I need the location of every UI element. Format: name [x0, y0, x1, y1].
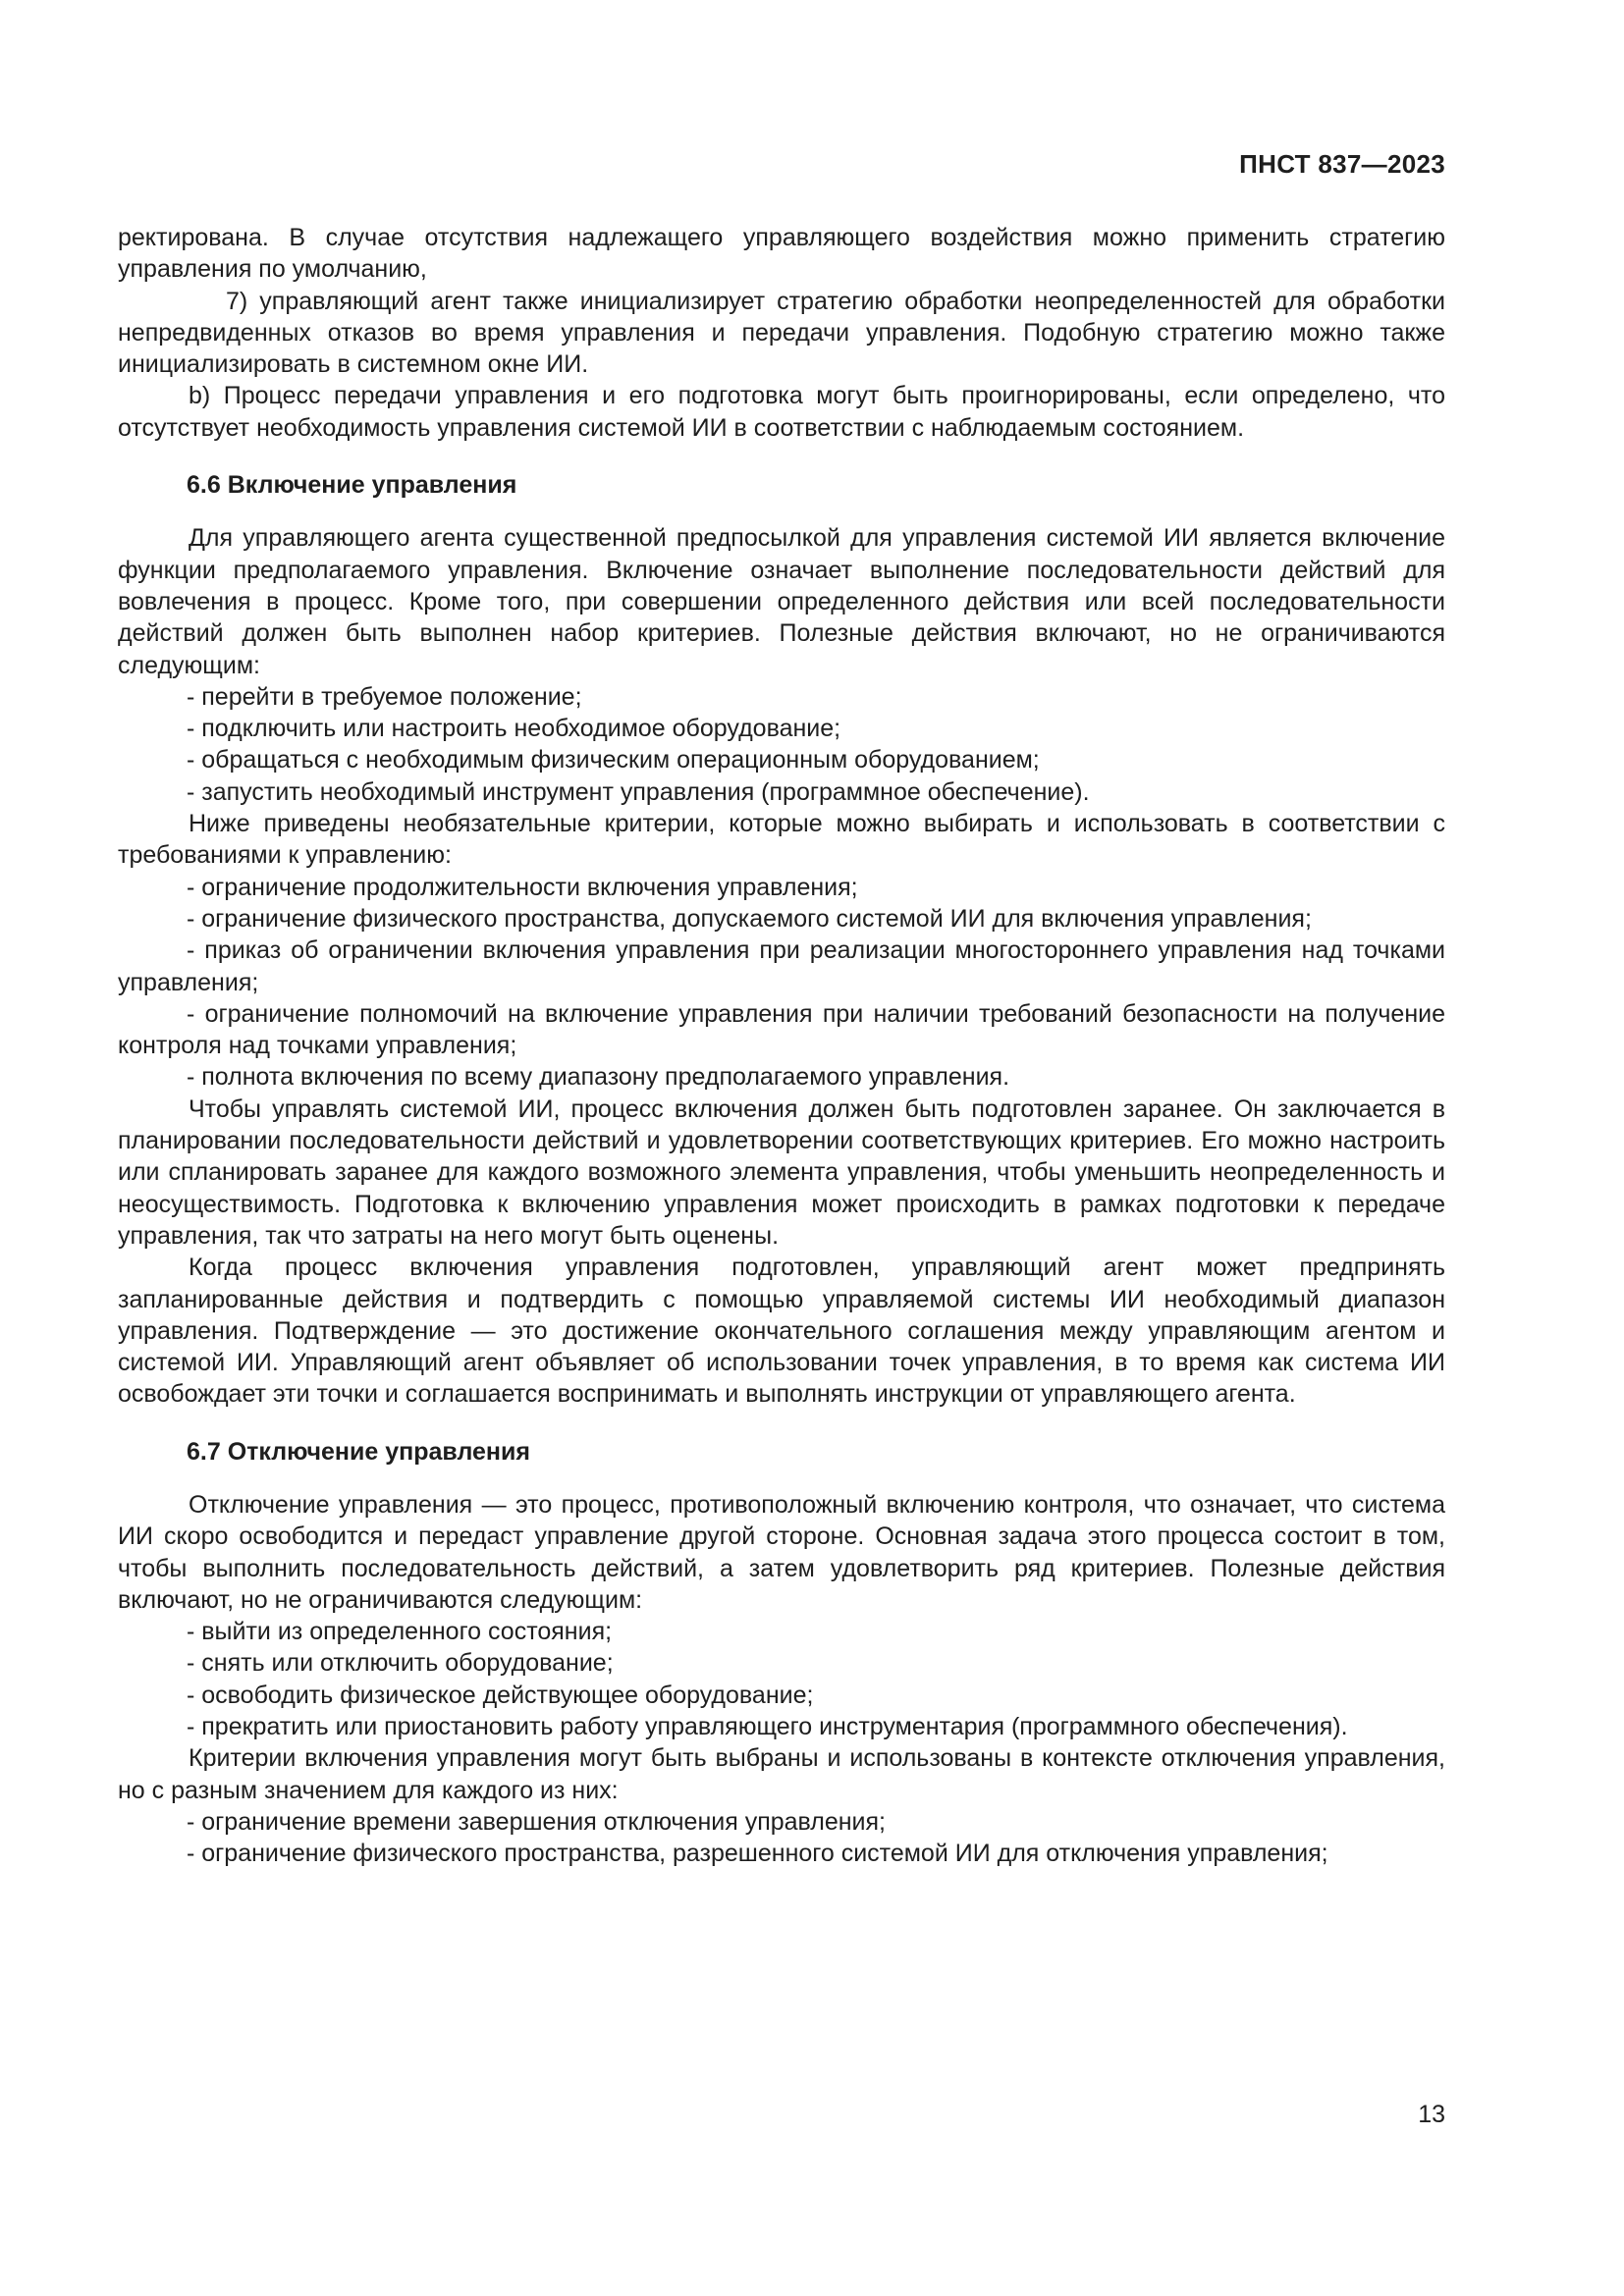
list-item: - снять или отключить оборудование; — [187, 1649, 614, 1678]
document-code: ПНСТ 837—2023 — [1239, 149, 1445, 179]
paragraph: Для управляющего агента существенной предпосылкой для управления системой ИИ является включение функции предполагаемого управления. Включение означает выполнение последовательности действий для вовлечения в процесс. Кроме того, при совершении определенного действия или всей последовательности действий должен быть выполнен набор критериев. Полезные действия включают, но не ограничиваются следующим: — [118, 524, 1445, 679]
paragraph: Чтобы управлять системой ИИ, процесс включения должен быть подготовлен заранее. Он заключается в планировании последовательности действий и удовлетворении соответствующих критериев. Его можно настроить или спланировать заранее для каждого возможного элемента управления, чтобы уменьшить неопределенность и неосуществимость. Подготовка к включению управления может происходить в рамках подготовки к передаче управления, так что затраты на него могут быть оценены. — [118, 1095, 1445, 1250]
paragraph: ректирована. В случае отсутствия надлежащего управляющего воздействия можно применить стратегию управления по умолчанию, — [118, 224, 1445, 284]
paragraph: Отключение управления — это процесс, противоположный включению контроля, что означает, что система ИИ скоро освободится и передаст управление другой стороне. Основная задача этого процесса состоит в том, чтобы выполнить последовательность действий, а затем удовлетворить ряд критериев. Полезные действия включают, но не ограничиваются следующим: — [118, 1490, 1445, 1614]
list-item: - ограничение физического пространства, допускаемого системой ИИ для включения управления; — [187, 904, 1312, 933]
document-body — [118, 222, 1445, 1870]
list-item: - прекратить или приостановить работу управляющего инструментария (программного обеспечения). — [187, 1713, 1348, 1741]
list-item: - перейти в требуемое положение; — [187, 682, 582, 711]
section-heading: 6.6 Включение управления — [187, 471, 517, 500]
list-item: - ограничение полномочий на включение управления при наличии требований безопасности на получение контроля над точками управления; — [118, 999, 1445, 1060]
page-number: 13 — [1418, 2101, 1445, 2128]
list-item: - ограничение физического пространства, разрешенного системой ИИ для отключения управления; — [187, 1840, 1328, 1868]
list-item: - полнота включения по всему диапазону предполагаемого управления. — [187, 1063, 1010, 1092]
list-item: - обращаться с необходимым физическим операционным оборудованием; — [187, 746, 1040, 774]
list-item: - запустить необходимый инструмент управления (программное обеспечение). — [187, 777, 1090, 806]
list-item: - приказ об ограничении включения управления при реализации многостороннего управления над точками управления; — [118, 936, 1445, 996]
list-item: - подключить или настроить необходимое оборудование; — [187, 715, 841, 743]
paragraph: Ниже приведены необязательные критерии, которые можно выбирать и использовать в соответствии с требованиями к управлению: — [118, 810, 1445, 870]
paragraph: b) Процесс передачи управления и его подготовка могут быть проигнорированы, если определено, что отсутствует необходимость управления системой ИИ в соответствии с наблюдаемым состоянием. — [118, 382, 1445, 442]
list-item: - ограничение времени завершения отключения управления; — [187, 1807, 886, 1836]
paragraph: Когда процесс включения управления подготовлен, управляющий агент может предпринять запланированные действия и подтвердить с помощью управляемой системы ИИ необходимый диапазон управления. Подтверждение — это достижение окончательного соглашения между управляющим агентом и системой ИИ. Управляющий агент объявляет об использовании точек управления, в то время как система ИИ освобождает эти точки и соглашается воспринимать и выполнять инструкции от управляющего агента. — [118, 1254, 1445, 1409]
list-item: - выйти из определенного состояния; — [187, 1618, 613, 1646]
list-item: - ограничение продолжительности включения управления; — [187, 873, 858, 901]
section-heading: 6.7 Отключение управления — [187, 1437, 530, 1466]
paragraph: Критерии включения управления могут быть выбраны и использованы в контексте отключения управления, но с разным значением для каждого из них: — [118, 1744, 1445, 1804]
list-item: 7) управляющий агент также инициализирует стратегию обработки неопределенностей для обработки непредвиденных отказов во время управления и передачи управления. Подобную стратегию можно также инициализировать в системном окне ИИ. — [118, 287, 1445, 379]
list-item: - освободить физическое действующее оборудование; — [187, 1681, 814, 1709]
